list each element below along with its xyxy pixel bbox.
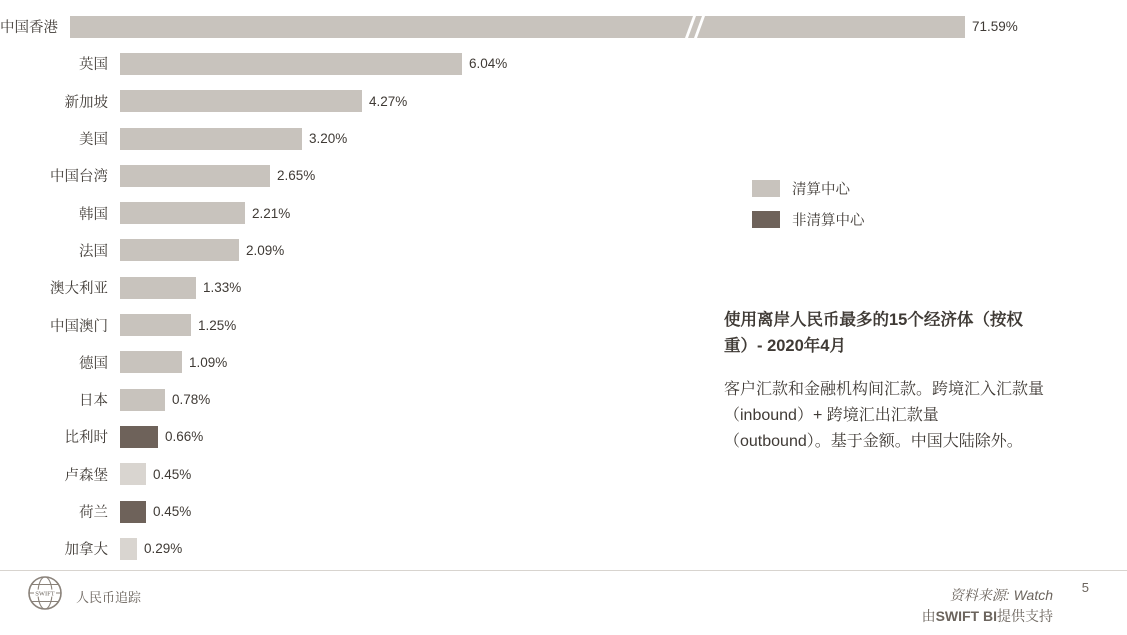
legend-label: 非清算中心 bbox=[792, 213, 865, 229]
bar-value-label: 2.65% bbox=[277, 168, 316, 184]
chart-legend bbox=[752, 178, 1012, 240]
legend-swatch bbox=[752, 211, 780, 228]
swift-logo-icon bbox=[27, 575, 63, 611]
bar-track bbox=[120, 381, 700, 418]
bar-value-label: 1.25% bbox=[198, 317, 237, 333]
category-label: 美国 bbox=[79, 132, 108, 149]
bar-row bbox=[0, 456, 700, 493]
category-label: 加拿大 bbox=[64, 542, 108, 559]
bar-track bbox=[120, 45, 700, 82]
category-label: 比利时 bbox=[64, 430, 108, 447]
bar bbox=[120, 53, 462, 75]
bar-value-label: 4.27% bbox=[369, 93, 408, 109]
bar-value-label: 3.20% bbox=[309, 131, 348, 147]
bar-row bbox=[0, 157, 700, 194]
bar-row bbox=[0, 232, 700, 269]
source-suffix: 提供支持 bbox=[997, 608, 1053, 624]
bar-row bbox=[0, 344, 700, 381]
bar-row bbox=[0, 493, 700, 530]
legend-item bbox=[752, 209, 1012, 230]
source-line-1: 资料来源: Watch bbox=[949, 587, 1053, 603]
bar bbox=[120, 463, 146, 485]
bar-row bbox=[0, 83, 700, 120]
bar bbox=[120, 351, 182, 373]
chart-title: 使用离岸人民币最多的15个经济体（按权重）- 2020年4月 bbox=[724, 311, 1023, 355]
category-label: 新加坡 bbox=[64, 94, 108, 111]
bar bbox=[120, 501, 146, 523]
bar bbox=[120, 426, 158, 448]
category-label: 卢森堡 bbox=[64, 467, 108, 484]
bar-value-label: 2.09% bbox=[246, 242, 285, 258]
category-label: 法国 bbox=[79, 243, 108, 260]
svg-text:SWIFT: SWIFT bbox=[35, 590, 55, 598]
category-label: 中国香港 bbox=[0, 20, 58, 37]
bar-track bbox=[120, 456, 700, 493]
category-label: 中国澳门 bbox=[50, 318, 108, 335]
bar-row bbox=[0, 120, 700, 157]
bar-track bbox=[120, 269, 700, 306]
source-note bbox=[922, 585, 1053, 627]
category-label: 韩国 bbox=[79, 206, 108, 223]
bar-track bbox=[120, 194, 700, 231]
bar-value-label: 0.78% bbox=[172, 392, 211, 408]
bar bbox=[120, 314, 191, 336]
bar-row bbox=[0, 530, 700, 567]
bar-track bbox=[120, 157, 700, 194]
bar bbox=[120, 389, 165, 411]
bar-row bbox=[0, 194, 700, 231]
bar-value-label: 0.45% bbox=[153, 466, 192, 482]
bar-track bbox=[120, 530, 700, 567]
source-prefix: 由 bbox=[921, 608, 936, 624]
category-label: 德国 bbox=[79, 355, 108, 372]
bar-value-label: 71.59% bbox=[972, 19, 1018, 35]
legend-item bbox=[752, 178, 1012, 199]
bar bbox=[70, 16, 965, 38]
bar-row bbox=[0, 306, 700, 343]
bar bbox=[120, 277, 196, 299]
bar-track bbox=[120, 418, 700, 455]
category-label: 荷兰 bbox=[79, 505, 108, 521]
bar-value-label: 0.66% bbox=[165, 429, 204, 445]
bar-value-label: 1.09% bbox=[189, 354, 228, 370]
bar-row bbox=[0, 381, 700, 418]
source-bold: SWIFT BI bbox=[935, 608, 997, 624]
bar-track bbox=[120, 306, 700, 343]
category-label: 英国 bbox=[79, 57, 108, 74]
bar-value-label: 0.29% bbox=[144, 541, 183, 557]
bar bbox=[120, 90, 362, 112]
bar-row bbox=[0, 8, 1018, 45]
bar-value-label: 2.21% bbox=[252, 205, 291, 221]
category-label: 中国台湾 bbox=[50, 169, 108, 186]
bar-track bbox=[70, 8, 1018, 45]
legend-swatch bbox=[752, 180, 780, 197]
bar bbox=[120, 202, 245, 224]
bar-track bbox=[120, 493, 700, 530]
bar bbox=[120, 239, 239, 261]
bar-track bbox=[120, 120, 700, 157]
bar-row bbox=[0, 418, 700, 455]
chart-description: 客户汇款和金融机构间汇款。跨境汇入汇款量（inbound）+ 跨境汇出汇款量（outbound）。基于金额。中国大陆除外。 bbox=[724, 381, 1045, 450]
bar-value-label: 6.04% bbox=[469, 56, 508, 72]
chart-text-block bbox=[724, 308, 1044, 455]
bar-track bbox=[120, 83, 700, 120]
footer-divider bbox=[0, 570, 1127, 571]
bar-value-label: 0.45% bbox=[153, 504, 192, 519]
bar-value-label: 1.33% bbox=[203, 280, 242, 296]
bar-track bbox=[120, 344, 700, 381]
footer-label: 人民币追踪 bbox=[76, 590, 142, 605]
bar-track bbox=[120, 232, 700, 269]
bar-row bbox=[0, 269, 700, 306]
bar bbox=[120, 128, 302, 150]
source-line-2 bbox=[922, 606, 1053, 627]
page-number: 5 bbox=[1081, 580, 1089, 595]
bar bbox=[120, 538, 137, 560]
category-label: 澳大利亚 bbox=[50, 281, 108, 298]
bar-row bbox=[0, 45, 700, 82]
bar bbox=[120, 165, 270, 187]
legend-label: 清算中心 bbox=[792, 182, 850, 198]
category-label: 日本 bbox=[79, 393, 108, 410]
